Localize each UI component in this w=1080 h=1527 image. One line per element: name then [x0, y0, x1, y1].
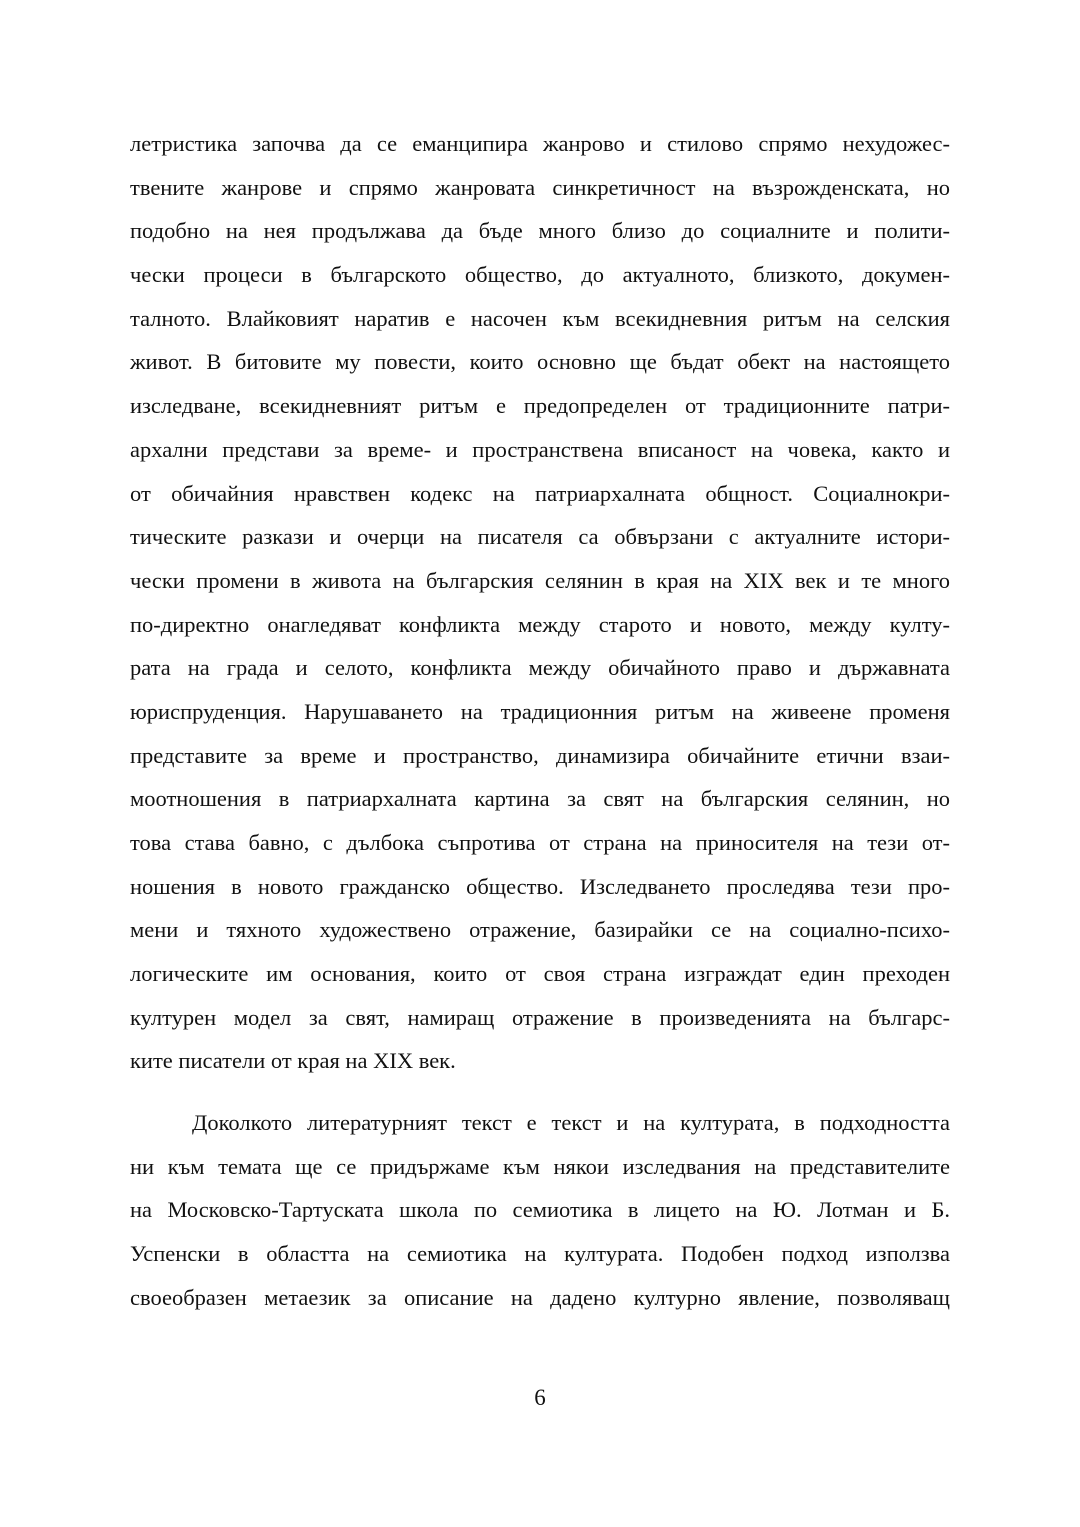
text-line: Успенски в областта на семиотика на културата. Подобен подход използва	[130, 1241, 950, 1267]
paragraph-1	[130, 122, 950, 1083]
text-line: ношения в новото гражданско общество. Изследването проследява тези про-	[130, 873, 950, 899]
text-line: рата на града и селото, конфликта между обичайното право и държавната	[130, 655, 950, 681]
text-line: изследване, всекидневният ритъм е предопределен от традиционните патри-	[130, 393, 950, 419]
text-line: чески процеси в българското общество, до актуалното, близкото, докумен-	[130, 262, 950, 288]
text-line: чески промени в живота на българския селянин в края на XIX век и те много	[130, 567, 950, 593]
text-line: културен модел за свят, намиращ отражение в произведенията на българс-	[130, 1004, 950, 1030]
text-line: живот. В битовите му повести, които основно ще бъдат обект на настоящето	[130, 349, 950, 375]
text-line: това става бавно, с дълбока съпротива от страна на приносителя на тези от-	[130, 830, 950, 855]
text-line: своеобразен метаезик за описание на дадено културно явление, позволяващ	[130, 1284, 950, 1310]
text-line: ките писатели от края на XIX век.	[130, 1048, 456, 1074]
text-line: архални представи за време- и пространствена вписаност на човека, както и	[130, 436, 950, 462]
text-line: летристика започва да се еманципира жанрово и стилово спрямо нехудожес-	[130, 131, 950, 156]
text-line: твените жанрове и спрямо жанровата синкретичност на възрожденската, но	[130, 174, 950, 200]
text-line: мени и тяхното художествено отражение, базирайки се на социално-психо-	[130, 917, 950, 943]
text-line: от обичайния нравствен кодекс на патриархалната общност. Социалнокри-	[130, 480, 950, 506]
text-line: подобно на нея продължава да бъде много близо до социалните и полити-	[130, 218, 950, 244]
text-line: на Московско-Тартуската школа по семиотика в лицето на Ю. Лотман и Б.	[130, 1197, 950, 1223]
text-line: ни към темата ще се придържаме към някои изследвания на представителите	[130, 1153, 950, 1179]
text-line: по-директно онагледяват конфликта между старото и новото, между култу-	[130, 611, 950, 637]
text-line: юриспруденция. Нарушаването на традиционния ритъм на живеене променя	[130, 698, 950, 724]
text-line: логическите им основания, които от своя страна изграждат един преходен	[130, 961, 950, 987]
text-line: моотношения в патриархалната картина за свят на българския селянин, но	[130, 786, 950, 812]
text-line: Доколкото литературният текст е текст и на културата, в подходността	[192, 1110, 950, 1135]
text-line: талното. Влайковият наратив е насочен към всекидневния ритъм на селския	[130, 305, 950, 331]
text-line: представите за време и пространство, динамизира обичайните етични взаи-	[130, 742, 950, 768]
text-line: тическите разкази и очерци на писателя са обвързани с актуалните истори-	[130, 524, 950, 550]
paragraph-2	[130, 1101, 950, 1319]
page-number: 6	[534, 1385, 546, 1410]
